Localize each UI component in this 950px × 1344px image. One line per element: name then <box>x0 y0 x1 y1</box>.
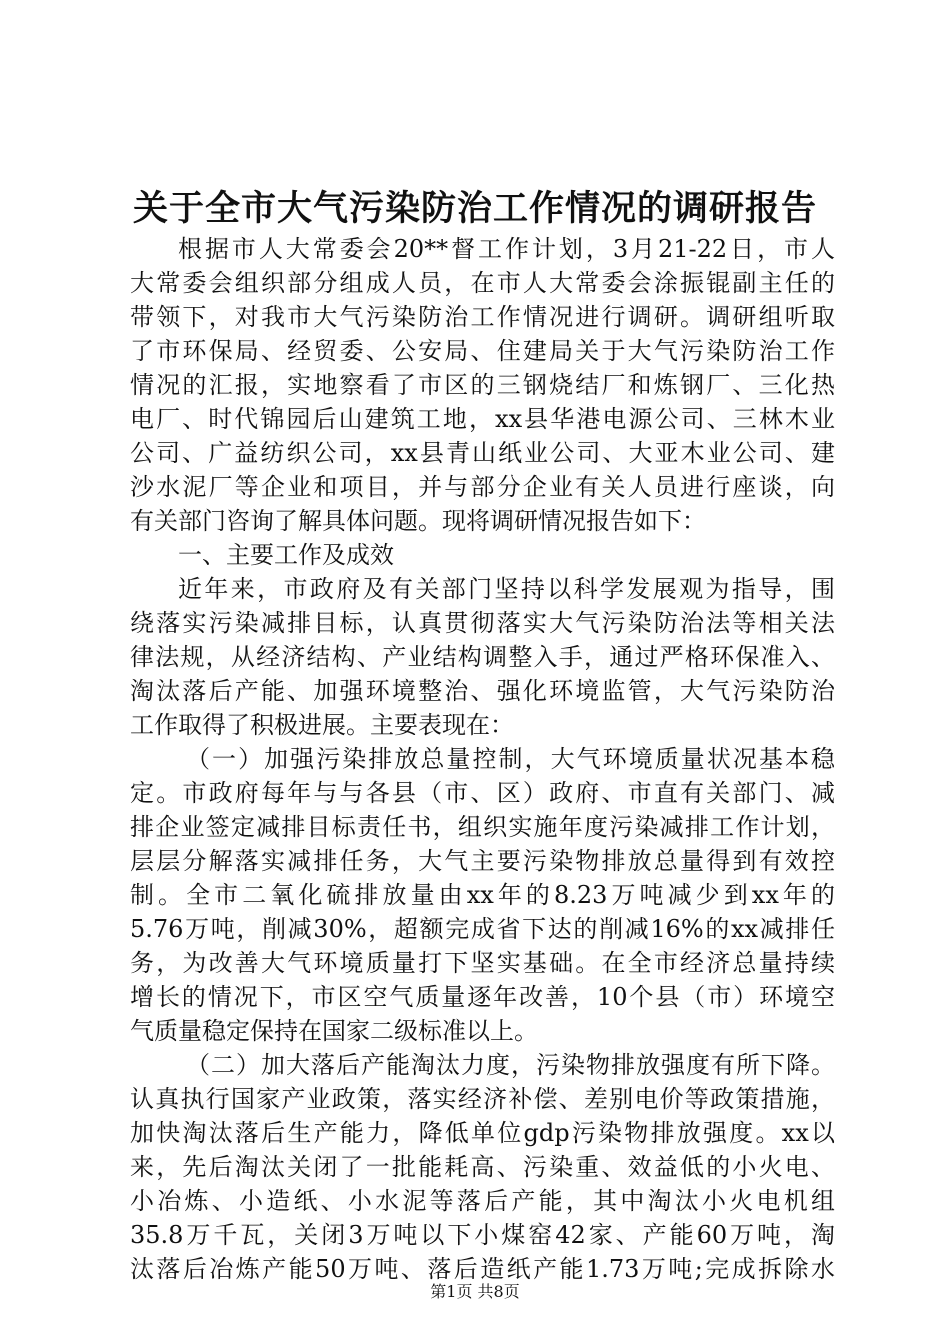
text-line: 根据市人大常委会20**督工作计划，3月21-22日，市人 <box>178 235 835 263</box>
text-line: 小冶炼、小造纸、小水泥等落后产能，其中淘汰小火电机组 <box>130 1187 835 1215</box>
text-line: 定。市政府每年与与各县（市、区）政府、市直有关部门、减 <box>130 779 835 807</box>
text-line: 务，为改善大气环境质量打下坚实基础。在全市经济总量持续 <box>130 949 835 977</box>
text-line: 35.8万千瓦，关闭3万吨以下小煤窑42家、产能60万吨，淘 <box>130 1221 835 1249</box>
text-line: 绕落实污染减排目标，认真贯彻落实大气污染防治法等相关法 <box>130 609 835 637</box>
text-line: 来，先后淘汰关闭了一批能耗高、污染重、效益低的小火电、 <box>130 1153 835 1181</box>
text-line: 情况的汇报，实地察看了市区的三钢烧结厂和炼钢厂、三化热 <box>130 371 835 399</box>
text-line: 带领下，对我市大气污染防治工作情况进行调研。调研组听取 <box>130 303 835 331</box>
text-line: 汰落后冶炼产能50万吨、落后造纸产能1.73万吨;完成拆除水 <box>130 1255 835 1283</box>
text-line: 公司、广益纺织公司，xx县青山纸业公司、大亚木业公司、建 <box>130 439 835 467</box>
section-heading: 一、主要工作及成效 <box>178 541 394 569</box>
subsection-line: （二）加大落后产能淘汰力度，污染物排放强度有所下降。 <box>186 1051 835 1079</box>
text-line: 加快淘汰落后生产能力，降低单位gdp污染物排放强度。xx以 <box>130 1119 835 1147</box>
text-line: 大常委会组织部分组成人员，在市人大常委会涂振锟副主任的 <box>130 269 835 297</box>
text-line: 制。全市二氧化硫排放量由xx年的8.23万吨减少到xx年的 <box>130 881 835 909</box>
text-line: 了市环保局、经贸委、公安局、住建局关于大气污染防治工作 <box>130 337 835 365</box>
text-line: 近年来，市政府及有关部门坚持以科学发展观为指导，围 <box>178 575 835 603</box>
text-line: 排企业签定减排目标责任书，组织实施年度污染减排工作计划， <box>130 813 835 841</box>
text-line: 层层分解落实减排任务，大气主要污染物排放总量得到有效控 <box>130 847 835 875</box>
text-line: 有关部门咨询了解具体问题。现将调研情况报告如下： <box>130 507 706 535</box>
text-line: 5.76万吨，削减30%，超额完成省下达的削减16%的xx减排任 <box>130 915 835 943</box>
text-line: 增长的情况下，市区空气质量逐年改善，10个县（市）环境空 <box>130 983 835 1011</box>
text-line: 气质量稳定保持在国家二级标准以上。 <box>130 1017 538 1045</box>
text-line: 电厂、时代锦园后山建筑工地，xx县华港电源公司、三林木业 <box>130 405 835 433</box>
document-title: 关于全市大气污染防治工作情况的调研报告 <box>132 188 817 229</box>
text-line: 淘汰落后产能、加强环境整治、强化环境监管，大气污染防治 <box>130 677 835 705</box>
subsection-line: （一）加强污染排放总量控制，大气环境质量状况基本稳 <box>186 745 835 773</box>
text-line: 认真执行国家产业政策，落实经济补偿、差别电价等政策措施， <box>130 1085 835 1113</box>
text-line: 律法规，从经济结构、产业结构调整入手，通过严格环保准入、 <box>130 643 835 671</box>
page-footer: 第1页 共8页 <box>430 1282 520 1301</box>
text-line: 沙水泥厂等企业和项目，并与部分企业有关人员进行座谈，向 <box>130 473 835 501</box>
text-line: 工作取得了积极进展。主要表现在： <box>130 711 514 739</box>
document-body <box>130 232 835 1286</box>
